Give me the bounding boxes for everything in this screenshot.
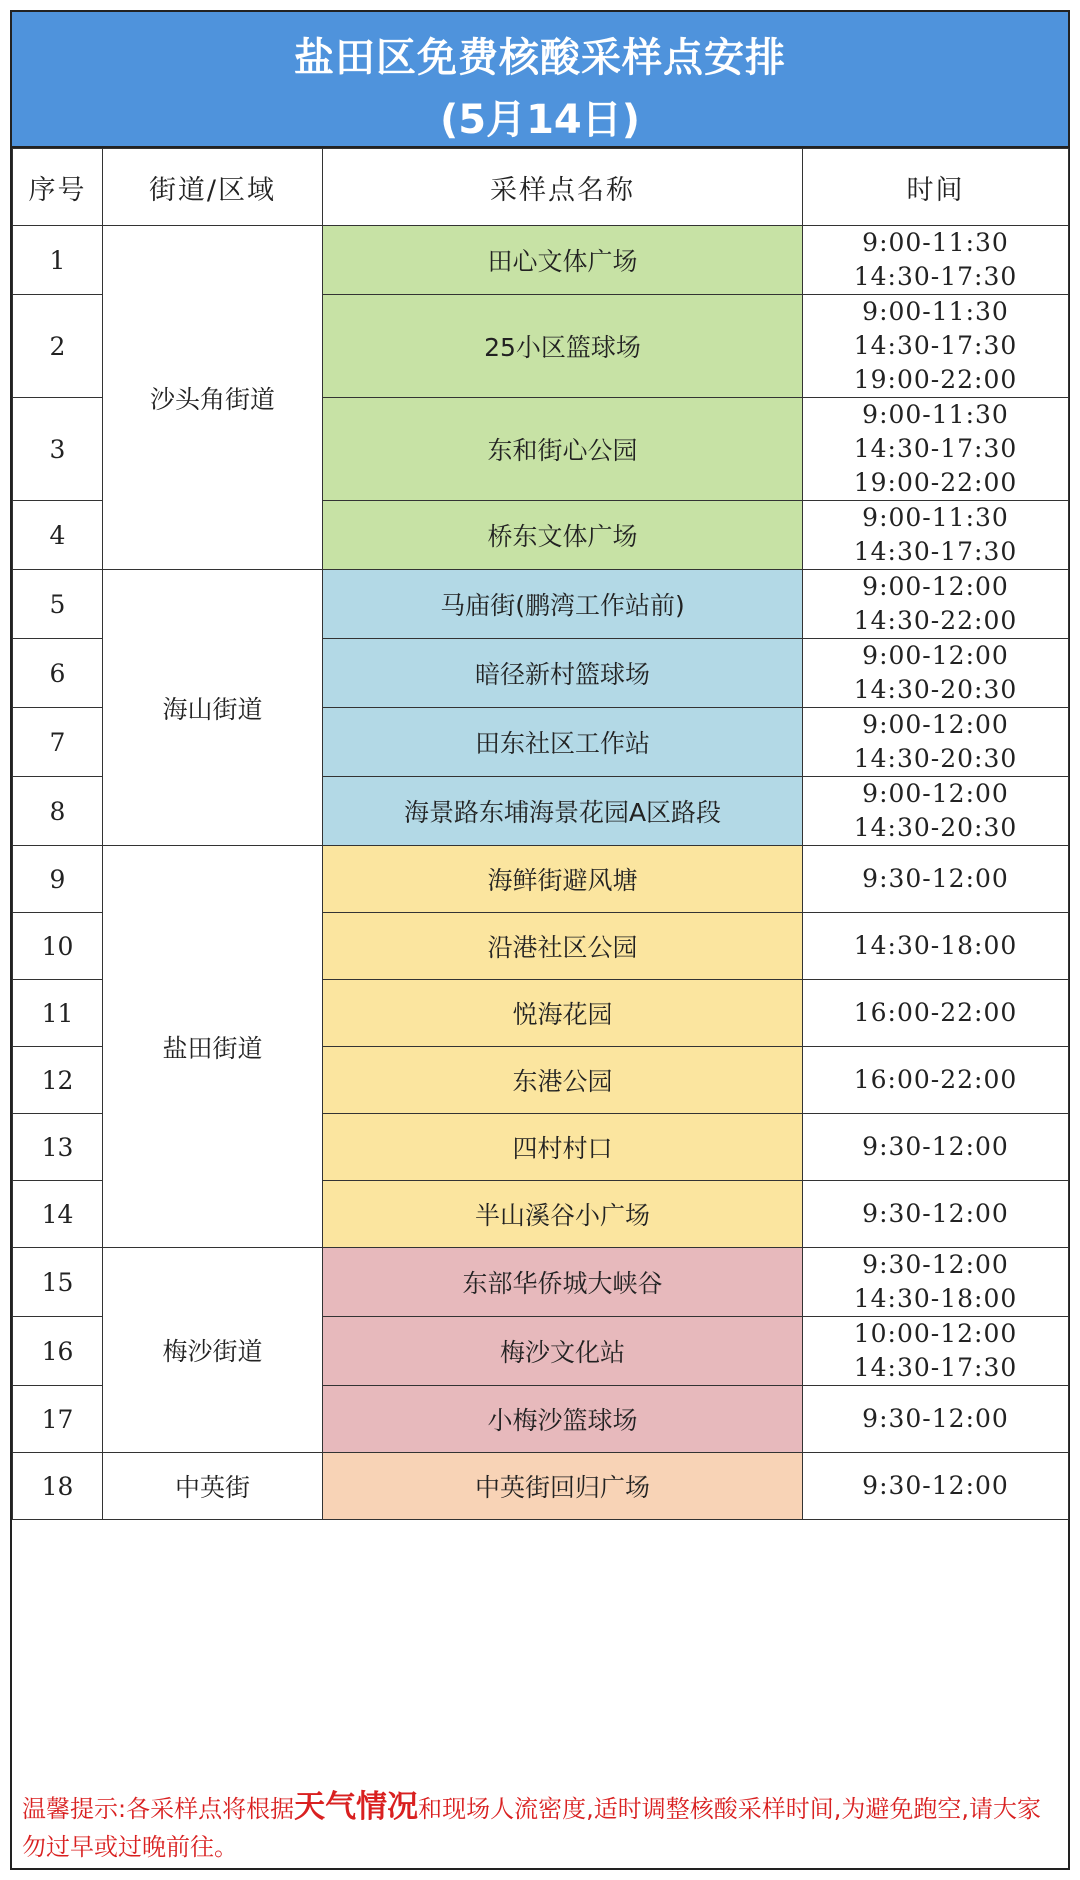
time-cell: [803, 913, 1069, 980]
time-slot: 9:00-11:30: [862, 503, 1009, 532]
row-index: 4: [13, 501, 103, 570]
header-index: 序号: [13, 149, 103, 226]
site-name: 小梅沙篮球场: [323, 1386, 803, 1453]
row-index: 13: [13, 1114, 103, 1181]
time-slot: 14:30-22:00: [853, 606, 1018, 635]
time-slot: 9:00-11:30: [862, 297, 1009, 326]
time-slot: 9:00-11:30: [862, 400, 1009, 429]
time-slot: 14:30-20:30: [853, 744, 1018, 773]
table-row: [13, 570, 1069, 639]
time-cell: [803, 501, 1069, 570]
site-name: 半山溪谷小广场: [323, 1181, 803, 1248]
row-index: 8: [13, 777, 103, 846]
site-name: 海鲜街避风塘: [323, 846, 803, 913]
row-index: 2: [13, 295, 103, 398]
notice-emphasis: 天气情况: [294, 1789, 419, 1825]
site-name: 25小区篮球场: [323, 295, 803, 398]
row-index: 12: [13, 1047, 103, 1114]
table-row: [13, 846, 1069, 913]
page-date: (5月14日): [439, 97, 641, 143]
time-slot: 9:00-11:30: [862, 228, 1009, 257]
site-name: 马庙街(鹏湾工作站前): [323, 570, 803, 639]
site-name: 东部华侨城大峡谷: [323, 1248, 803, 1317]
site-name: 桥东文体广场: [323, 501, 803, 570]
time-slot: 9:00-12:00: [862, 641, 1009, 670]
row-index: 1: [13, 226, 103, 295]
row-index: 14: [13, 1181, 103, 1248]
time-slot: 9:30-12:00: [862, 864, 1009, 893]
site-name: 梅沙文化站: [323, 1317, 803, 1386]
time-slot: 10:00-12:00: [853, 1319, 1018, 1348]
row-index: 10: [13, 913, 103, 980]
time-cell: [803, 1248, 1069, 1317]
time-cell: [803, 1453, 1069, 1520]
time-cell: [803, 846, 1069, 913]
schedule-sheet: [10, 10, 1070, 1870]
street-cell: 沙头角街道: [103, 226, 323, 570]
table-row: [13, 226, 1069, 295]
time-slot: 14:30-18:00: [853, 931, 1018, 960]
row-index: 3: [13, 398, 103, 501]
street-cell: 中英街: [103, 1453, 323, 1520]
notice-prefix: 温馨提示:各采样点将根据: [22, 1795, 295, 1823]
time-cell: [803, 1181, 1069, 1248]
time-slot: 9:00-12:00: [862, 779, 1009, 808]
title-bar: [12, 12, 1068, 148]
time-slot: 14:30-17:30: [853, 331, 1018, 360]
time-slot: 9:30-12:00: [862, 1471, 1009, 1500]
time-cell: [803, 398, 1069, 501]
row-index: 18: [13, 1453, 103, 1520]
time-cell: [803, 980, 1069, 1047]
site-name: 悦海花园: [323, 980, 803, 1047]
site-name: 海景路东埔海景花园A区路段: [323, 777, 803, 846]
time-slot: 14:30-17:30: [853, 434, 1018, 463]
time-cell: [803, 777, 1069, 846]
table-row: [13, 1453, 1069, 1520]
time-slot: 9:00-12:00: [862, 572, 1009, 601]
time-slot: 14:30-17:30: [853, 262, 1018, 291]
time-slot: 16:00-22:00: [853, 1065, 1018, 1094]
time-cell: [803, 226, 1069, 295]
time-cell: [803, 1114, 1069, 1181]
site-name: 东港公园: [323, 1047, 803, 1114]
notice-text: [12, 1774, 1068, 1870]
row-index: 6: [13, 639, 103, 708]
time-cell: [803, 1386, 1069, 1453]
notice-suffix: 和现场人流密度,适时调整核酸采样时间,为避免跑空,请大家勿过早或过晚前往。: [22, 1795, 1041, 1861]
header-street: 街道/区域: [103, 149, 323, 226]
street-cell: 梅沙街道: [103, 1248, 323, 1453]
time-slot: 9:30-12:00: [862, 1404, 1009, 1433]
row-index: 9: [13, 846, 103, 913]
time-cell: [803, 1047, 1069, 1114]
row-index: 15: [13, 1248, 103, 1317]
time-slot: 14:30-20:30: [853, 675, 1018, 704]
site-name: 东和街心公园: [323, 398, 803, 501]
time-slot: 19:00-22:00: [853, 365, 1018, 394]
header-time: 时间: [803, 149, 1069, 226]
row-index: 11: [13, 980, 103, 1047]
row-index: 5: [13, 570, 103, 639]
time-slot: 16:00-22:00: [853, 998, 1018, 1027]
time-slot: 14:30-18:00: [853, 1284, 1018, 1313]
site-name: 田东社区工作站: [323, 708, 803, 777]
time-cell: [803, 1317, 1069, 1386]
table-header-row: [13, 149, 1069, 226]
street-cell: 盐田街道: [103, 846, 323, 1248]
time-slot: 19:00-22:00: [853, 468, 1018, 497]
time-slot: 9:30-12:00: [862, 1132, 1009, 1161]
table-row: [13, 1248, 1069, 1317]
page-title: 盐田区免费核酸采样点安排: [294, 35, 786, 81]
time-cell: [803, 639, 1069, 708]
row-index: 16: [13, 1317, 103, 1386]
row-index: 17: [13, 1386, 103, 1453]
time-slot: 9:30-12:00: [862, 1199, 1009, 1228]
site-name: 中英街回归广场: [323, 1453, 803, 1520]
time-slot: 14:30-17:30: [853, 1353, 1018, 1382]
time-cell: [803, 295, 1069, 398]
site-name: 四村村口: [323, 1114, 803, 1181]
site-name: 沿港社区公园: [323, 913, 803, 980]
time-slot: 9:30-12:00: [862, 1250, 1009, 1279]
time-cell: [803, 570, 1069, 639]
time-slot: 14:30-17:30: [853, 537, 1018, 566]
site-name: 暗径新村篮球场: [323, 639, 803, 708]
time-slot: 14:30-20:30: [853, 813, 1018, 842]
street-cell: 海山街道: [103, 570, 323, 846]
time-cell: [803, 708, 1069, 777]
row-index: 7: [13, 708, 103, 777]
header-site-name: 采样点名称: [323, 149, 803, 226]
site-name: 田心文体广场: [323, 226, 803, 295]
time-slot: 9:00-12:00: [862, 710, 1009, 739]
sampling-sites-table: [12, 148, 1069, 1520]
